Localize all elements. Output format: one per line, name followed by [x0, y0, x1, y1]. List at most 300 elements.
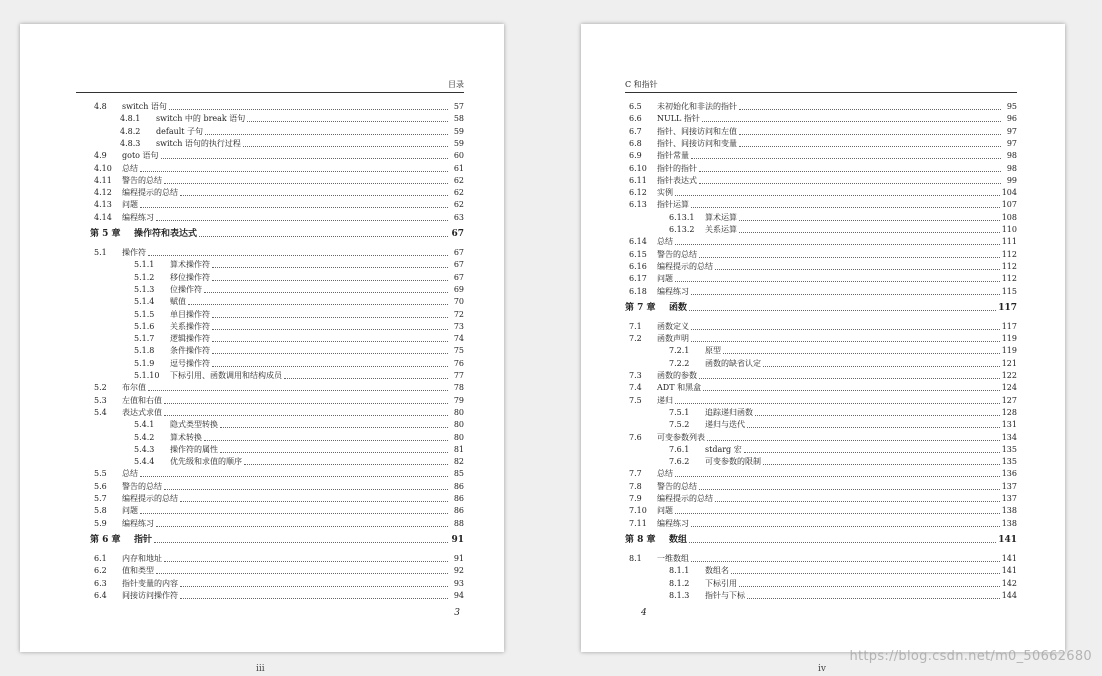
- toc-entry-number: 6.1: [94, 553, 107, 563]
- toc-entry-page: 76: [453, 358, 464, 368]
- toc-entry-title: 隐式类型转换: [170, 420, 218, 430]
- toc-entry-number: 5.6: [94, 481, 107, 491]
- toc-entry-title: ADT 和黑盒: [657, 383, 702, 393]
- toc-entry-page: 122: [1001, 371, 1017, 380]
- toc-leader-dots: [691, 157, 1001, 159]
- toc-entry-page: 98: [1006, 163, 1017, 173]
- toc-entry-number: 4.9: [94, 151, 107, 161]
- toc-entry-page: 79: [453, 395, 464, 405]
- toc-entry-number: 7.6: [629, 432, 642, 442]
- toc-entry-number: 4.8.1: [120, 114, 141, 124]
- toc-entry-number: 第 6 章: [90, 534, 121, 545]
- toc-entry: [625, 285, 1017, 297]
- toc-leader-dots: [284, 377, 448, 379]
- toc-entry-title: 指针、间接访问和变量: [657, 138, 737, 148]
- toc-entry: [625, 492, 1017, 504]
- toc-entry: [90, 125, 464, 137]
- page-number: 4: [641, 608, 647, 618]
- toc-entry: [625, 480, 1017, 492]
- toc-entry-number: 6.16: [629, 261, 647, 271]
- toc-leader-dots: [699, 377, 1000, 379]
- toc-entry-page: 73: [453, 321, 464, 331]
- toc-entry-number: 8.1.1: [669, 566, 690, 576]
- toc-entry: [625, 431, 1017, 443]
- toc-entry-title: 问题: [122, 200, 138, 210]
- toc-entry-page: 127: [1001, 395, 1017, 405]
- toc-entry-page: 63: [453, 212, 464, 222]
- toc-entry-page: 92: [453, 566, 464, 576]
- toc-entry-number: 5.1.8: [134, 346, 155, 356]
- toc-leader-dots: [212, 316, 448, 318]
- toc-entry-title: NULL 指针: [657, 114, 700, 124]
- toc-entry-number: 6.18: [629, 286, 647, 296]
- toc-entry-page: 91: [453, 553, 464, 563]
- toc-entry-page: 97: [1006, 126, 1017, 136]
- toc-leader-dots: [675, 512, 1000, 514]
- toc-entry: [625, 198, 1017, 210]
- toc-entry-title: 指针、间接访问和左值: [657, 126, 737, 136]
- toc-entry-page: 59: [453, 138, 464, 148]
- toc-leader-dots: [220, 426, 448, 428]
- toc-entry-page: 108: [1001, 212, 1017, 222]
- toc-entry-title: 移位操作符: [170, 272, 210, 282]
- toc-leader-dots: [691, 560, 1000, 562]
- toc-entry-page: 99: [1006, 175, 1017, 185]
- toc-leader-dots: [691, 340, 1000, 342]
- toc-entry-title: 指针变量的内容: [122, 578, 178, 588]
- toc-leader-dots: [747, 597, 1000, 599]
- toc-entry-page: 137: [1001, 494, 1017, 503]
- toc-entry-page: 117: [1001, 321, 1017, 331]
- toc-leader-dots: [180, 597, 448, 599]
- toc-entry-number: 5.4.4: [134, 457, 155, 467]
- toc-entry-title: 指针: [134, 534, 153, 545]
- toc-leader-dots: [703, 389, 1000, 391]
- toc-entry-page: 70: [453, 297, 464, 307]
- toc-leader-dots: [675, 280, 1000, 282]
- toc-entry-title: 条件操作符: [170, 346, 210, 356]
- toc-leader-dots: [205, 133, 448, 135]
- toc-leader-dots: [702, 120, 1001, 122]
- toc-entry-number: 7.5: [629, 395, 642, 405]
- toc-leader-dots: [689, 309, 996, 311]
- toc-entry-page: 104: [1001, 188, 1017, 198]
- toc-entry-title: 编程提示的总结: [657, 494, 713, 503]
- toc-entry-title: 布尔值: [122, 383, 146, 393]
- toc-entry-number: 4.14: [94, 212, 112, 222]
- toc-entry-number: 4.13: [94, 200, 112, 210]
- toc-entry: [90, 174, 464, 186]
- toc-leader-dots: [140, 206, 448, 208]
- toc-entry-number: 5.4.3: [134, 444, 155, 454]
- toc-entry-page: 112: [1001, 274, 1017, 284]
- toc-entry-page: 77: [453, 371, 464, 380]
- toc-leader-dots: [699, 488, 1000, 490]
- toc-entry: [625, 137, 1017, 149]
- toc-entry-page: 128: [1001, 407, 1017, 417]
- toc-entry-page: 80: [453, 420, 464, 430]
- toc-entry: [625, 235, 1017, 247]
- toc-entry-number: 5.9: [94, 518, 107, 528]
- toc-leader-dots: [204, 291, 448, 293]
- toc-leader-dots: [140, 512, 448, 514]
- toc-entry-title: 数组: [669, 534, 688, 545]
- toc-entry-title: stdarg 宏: [705, 444, 742, 454]
- toc-entry-title: 追踪递归函数: [705, 407, 753, 417]
- toc-entry-title: 函数定义: [657, 321, 689, 331]
- toc-entry-page: 78: [453, 383, 464, 393]
- toc-leader-dots: [188, 303, 448, 305]
- toc-entry-page: 58: [453, 114, 464, 124]
- toc-entry-page: 138: [1001, 518, 1017, 528]
- toc-entry: [90, 480, 464, 492]
- toc-entry-number: 6.13.1: [669, 212, 695, 222]
- toc-entry-title: 左值和右值: [122, 395, 162, 405]
- toc-entry-page: 112: [1001, 261, 1017, 271]
- toc-entry: [625, 552, 1017, 564]
- toc-entry: [625, 344, 1017, 356]
- toc-entry-number: 5.4.2: [134, 432, 155, 442]
- toc-entry-title: 赋值: [170, 297, 186, 307]
- toc-entry-title: switch 语句: [122, 102, 167, 111]
- toc-entry: [625, 223, 1017, 235]
- toc-leader-dots: [199, 235, 448, 237]
- toc-entry-page: 112: [1001, 249, 1017, 259]
- toc-entry-number: 6.9: [629, 151, 642, 161]
- toc-entry: [625, 589, 1017, 601]
- toc-entry-number: 7.1: [629, 321, 642, 331]
- toc-entry-number: 6.10: [629, 163, 647, 173]
- toc-entry: [625, 443, 1017, 455]
- toc-leader-dots: [243, 145, 448, 147]
- page-number: 3: [454, 608, 460, 618]
- toc-entry: [625, 125, 1017, 137]
- toc-leader-dots: [212, 352, 448, 354]
- toc-entry-title: 原型: [705, 346, 721, 356]
- toc-entry-number: 4.8.3: [120, 138, 141, 148]
- toc-entry-title: 一维数组: [657, 553, 689, 563]
- toc-leader-dots: [739, 219, 1000, 221]
- toc-entry-title: 可变参数的限制: [705, 457, 761, 467]
- toc-entry-number: 5.1.7: [134, 334, 155, 344]
- toc-leader-dots: [691, 293, 1000, 295]
- toc-entry-page: 95: [1006, 102, 1017, 111]
- toc-entry-title: 警告的总结: [657, 249, 697, 259]
- toc-leader-dots: [169, 108, 448, 110]
- toc-entry-number: 5.4: [94, 407, 107, 417]
- toc-leader-dots: [675, 475, 1000, 477]
- toc-leader-dots: [763, 365, 1000, 367]
- toc-entry-title: 未初始化和非法的指针: [657, 102, 737, 111]
- toc-entry: [90, 369, 464, 381]
- toc-entry: [625, 162, 1017, 174]
- toc-entry-title: 操作符和表达式: [134, 229, 198, 239]
- toc-entry-title: 编程练习: [657, 518, 689, 528]
- toc-entry-title: 警告的总结: [657, 481, 697, 491]
- toc-entry: [625, 369, 1017, 381]
- toc-entry: [90, 258, 464, 270]
- toc-entry-page: 98: [1006, 151, 1017, 161]
- toc-entry-page: 141: [1001, 553, 1017, 563]
- toc-leader-dots: [204, 439, 448, 441]
- toc-entry: [625, 186, 1017, 198]
- toc-leader-dots: [164, 414, 448, 416]
- toc-entry-number: 7.9: [629, 494, 642, 503]
- toc-entry: [90, 344, 464, 356]
- toc-entry-number: 6.17: [629, 274, 647, 284]
- toc-entry-title: 逻辑操作符: [170, 334, 210, 344]
- toc-leader-dots: [691, 206, 1000, 208]
- toc-entry-title: 关系运算: [705, 225, 737, 234]
- toc-entry-page: 119: [1001, 346, 1017, 356]
- toc-entry: [90, 271, 464, 283]
- toc-entry-number: 5.8: [94, 506, 107, 516]
- toc-entry: [90, 332, 464, 344]
- toc-entry-page: 115: [1001, 286, 1017, 296]
- toc-chapter-entry: [625, 533, 1017, 545]
- toc-entry-page: 62: [453, 200, 464, 210]
- toc-leader-dots: [699, 182, 1001, 184]
- toc-entry: [625, 455, 1017, 467]
- toc-leader-dots: [180, 194, 448, 196]
- toc-entry: [625, 211, 1017, 223]
- toc-entry-number: 7.10: [629, 506, 647, 516]
- toc-entry-number: 6.11: [629, 175, 647, 185]
- toc-leader-dots: [212, 266, 448, 268]
- toc-entry-title: 表达式求值: [122, 407, 162, 417]
- toc-entry-number: 7.2.1: [669, 346, 690, 356]
- toc-leader-dots: [731, 572, 1000, 574]
- header-rule: [76, 92, 464, 93]
- toc-leader-dots: [220, 451, 448, 453]
- toc-entry: [625, 394, 1017, 406]
- toc-entry-number: 4.8: [94, 102, 107, 111]
- toc-entry-page: 135: [1001, 444, 1017, 454]
- toc-entry-page: 82: [453, 457, 464, 467]
- toc-entry-page: 97: [1006, 138, 1017, 148]
- toc-entry: [90, 431, 464, 443]
- toc-entry-title: 函数声明: [657, 334, 689, 344]
- toc-entry-page: 61: [453, 163, 464, 173]
- toc-entry-title: 实例: [657, 188, 673, 198]
- toc-leader-dots: [148, 254, 448, 256]
- toc-entry-title: 递归与迭代: [705, 420, 745, 430]
- toc-leader-dots: [763, 463, 1000, 465]
- toc-entry-page: 86: [453, 494, 464, 503]
- toc-entry-number: 6.2: [94, 566, 107, 576]
- toc-entry-number: 6.4: [94, 590, 107, 600]
- toc-entry: [90, 198, 464, 210]
- toc-entry-number: 5.1.6: [134, 321, 155, 331]
- toc-entry-title: 编程提示的总结: [122, 494, 178, 503]
- toc-entry: [625, 381, 1017, 393]
- toc-entry-title: 编程练习: [122, 212, 154, 222]
- toc-entry: [90, 492, 464, 504]
- toc-entry: [90, 564, 464, 576]
- toc-entry-page: 75: [453, 346, 464, 356]
- toc-entry-title: 函数: [669, 302, 688, 313]
- toc-entry: [90, 381, 464, 393]
- toc-entry-page: 107: [1001, 200, 1017, 210]
- toc-entry-title: 值和类型: [122, 566, 154, 576]
- toc-entry-number: 5.1.1: [134, 260, 155, 270]
- toc-entry-page: 93: [453, 578, 464, 588]
- toc-entry-title: default 子句: [156, 126, 204, 136]
- toc-entry-number: 6.15: [629, 249, 647, 259]
- toc-leader-dots: [715, 500, 1000, 502]
- toc-entry: [90, 100, 464, 112]
- toc-entry-number: 5.1.10: [134, 371, 160, 380]
- toc-leader-dots: [140, 170, 448, 172]
- toc-entry-number: 7.5.2: [669, 420, 690, 430]
- toc-entry-title: 关系操作符: [170, 321, 210, 331]
- toc-entry-number: 8.1.3: [669, 590, 690, 600]
- toc-entry-page: 138: [1001, 506, 1017, 516]
- toc-leader-dots: [707, 439, 1000, 441]
- toc-entry-page: 137: [1001, 481, 1017, 491]
- toc-entry-number: 第 7 章: [625, 302, 656, 313]
- toc-entry-title: 指针运算: [657, 200, 689, 210]
- toc-entry-number: 4.10: [94, 163, 112, 173]
- toc-entry-page: 124: [1001, 383, 1017, 393]
- toc-entry: [625, 272, 1017, 284]
- toc-entry: [625, 577, 1017, 589]
- toc-entry-page: 62: [453, 175, 464, 185]
- toc-entry: [90, 137, 464, 149]
- toc-entry-page: 121: [1001, 358, 1017, 368]
- toc-entry: [625, 149, 1017, 161]
- toc-entry-page: 134: [1001, 432, 1017, 442]
- toc-entry-title: 问题: [657, 274, 673, 284]
- toc-entry: [90, 517, 464, 529]
- toc-entry-page: 67: [453, 260, 464, 270]
- toc-entry-title: switch 语句的执行过程: [156, 138, 241, 148]
- toc-leader-dots: [148, 389, 448, 391]
- toc-entry: [90, 552, 464, 564]
- toc-entry-number: 4.8.2: [120, 126, 141, 136]
- toc-entry: [625, 406, 1017, 418]
- toc-entry-title: 优先级和求值的顺序: [170, 457, 242, 467]
- toc-entry-number: 7.6.2: [669, 457, 690, 467]
- toc-entry-number: 6.13.2: [669, 225, 695, 234]
- toc-entry-number: 7.8: [629, 481, 642, 491]
- toc-page-right: [581, 24, 1065, 652]
- toc-entry-title: 可变参数列表: [657, 432, 705, 442]
- roman-page-label: iv: [818, 664, 826, 674]
- toc-entry-number: 5.1.4: [134, 297, 155, 307]
- toc-entry-number: 5.1.9: [134, 358, 155, 368]
- toc-entry-page: 144: [1001, 590, 1017, 600]
- toc-entry: [90, 455, 464, 467]
- toc-entry-page: 142: [1001, 578, 1017, 588]
- toc-leader-dots: [675, 402, 1000, 404]
- toc-entry-page: 67: [453, 272, 464, 282]
- toc-entry-number: 7.4: [629, 383, 642, 393]
- header-rule: [625, 92, 1017, 93]
- toc-entry: [90, 112, 464, 124]
- toc-entry-title: 下标引用、函数调用和结构成员: [170, 371, 282, 380]
- toc-entry-title: 操作符的属性: [170, 444, 218, 454]
- toc-entry-page: 69: [453, 284, 464, 294]
- toc-entry-title: 指针的指针: [657, 163, 697, 173]
- toc-entry: [625, 320, 1017, 332]
- toc-entry-title: 指针常量: [657, 151, 689, 161]
- toc-entry-title: 问题: [657, 506, 673, 516]
- toc-leader-dots: [739, 145, 1001, 147]
- toc-entry-number: 5.1.2: [134, 272, 155, 282]
- toc-entry-page: 80: [453, 432, 464, 442]
- watermark: https://blog.csdn.net/m0_50662680: [849, 649, 1092, 664]
- toc-leader-dots: [180, 585, 448, 587]
- toc-leader-dots: [699, 256, 1000, 258]
- toc-entry-number: 5.3: [94, 395, 107, 405]
- toc-entry-title: 编程练习: [122, 518, 154, 528]
- toc-entry-page: 80: [453, 407, 464, 417]
- toc-entry-number: 7.5.1: [669, 407, 690, 417]
- toc-entry: [90, 186, 464, 198]
- toc-entry: [625, 112, 1017, 124]
- toc-leader-dots: [675, 243, 1000, 245]
- toc-entry: [625, 418, 1017, 430]
- toc-leader-dots: [723, 352, 1000, 354]
- toc-leader-dots: [739, 231, 1000, 233]
- toc-entry: [90, 406, 464, 418]
- toc-entry-title: goto 语句: [122, 151, 159, 161]
- toc-entry-page: 81: [453, 444, 464, 454]
- toc-leader-dots: [691, 328, 1000, 330]
- toc-leader-dots: [739, 133, 1001, 135]
- toc-entry: [625, 467, 1017, 479]
- toc-entry-title: 总结: [122, 469, 138, 479]
- toc-entry-page: 88: [453, 518, 464, 528]
- toc-entry-title: 警告的总结: [122, 481, 162, 491]
- toc-entry-page: 136: [1001, 469, 1017, 479]
- toc-entry: [90, 149, 464, 161]
- toc-entry-title: 算术运算: [705, 212, 737, 222]
- toc-entry: [90, 162, 464, 174]
- toc-entry-title: 算术操作符: [170, 260, 210, 270]
- toc-entry-title: 逗号操作符: [170, 358, 210, 368]
- toc-entry-number: 5.4.1: [134, 420, 155, 430]
- toc-entry-title: 内存和地址: [122, 553, 162, 563]
- toc-entry: [90, 394, 464, 406]
- toc-entry: [90, 320, 464, 332]
- toc-entry-number: 7.3: [629, 371, 642, 380]
- toc-entry-title: 总结: [122, 163, 138, 173]
- toc-leader-dots: [212, 279, 448, 281]
- toc-entry-number: 8.1: [629, 553, 642, 563]
- toc-entry-number: 6.3: [94, 578, 107, 588]
- toc-page-left: [20, 24, 504, 652]
- toc-entry: [90, 246, 464, 258]
- toc-leader-dots: [715, 268, 1000, 270]
- toc-entry-title: 编程提示的总结: [657, 261, 713, 271]
- toc-entry-page: 135: [1001, 457, 1017, 467]
- toc-entry: [625, 174, 1017, 186]
- toc-entry-title: 位操作符: [170, 284, 202, 294]
- toc-entry-page: 86: [453, 481, 464, 491]
- toc-entry: [90, 308, 464, 320]
- toc-leader-dots: [156, 219, 448, 221]
- toc-entry-number: 5.5: [94, 469, 107, 479]
- toc-entry-title: 问题: [122, 506, 138, 516]
- toc-entry-number: 6.13: [629, 200, 647, 210]
- toc-entry-number: 7.2: [629, 334, 642, 344]
- toc-leader-dots: [154, 541, 448, 543]
- toc-entry: [625, 332, 1017, 344]
- toc-entry-number: 5.1: [94, 248, 107, 257]
- toc-leader-dots: [156, 572, 448, 574]
